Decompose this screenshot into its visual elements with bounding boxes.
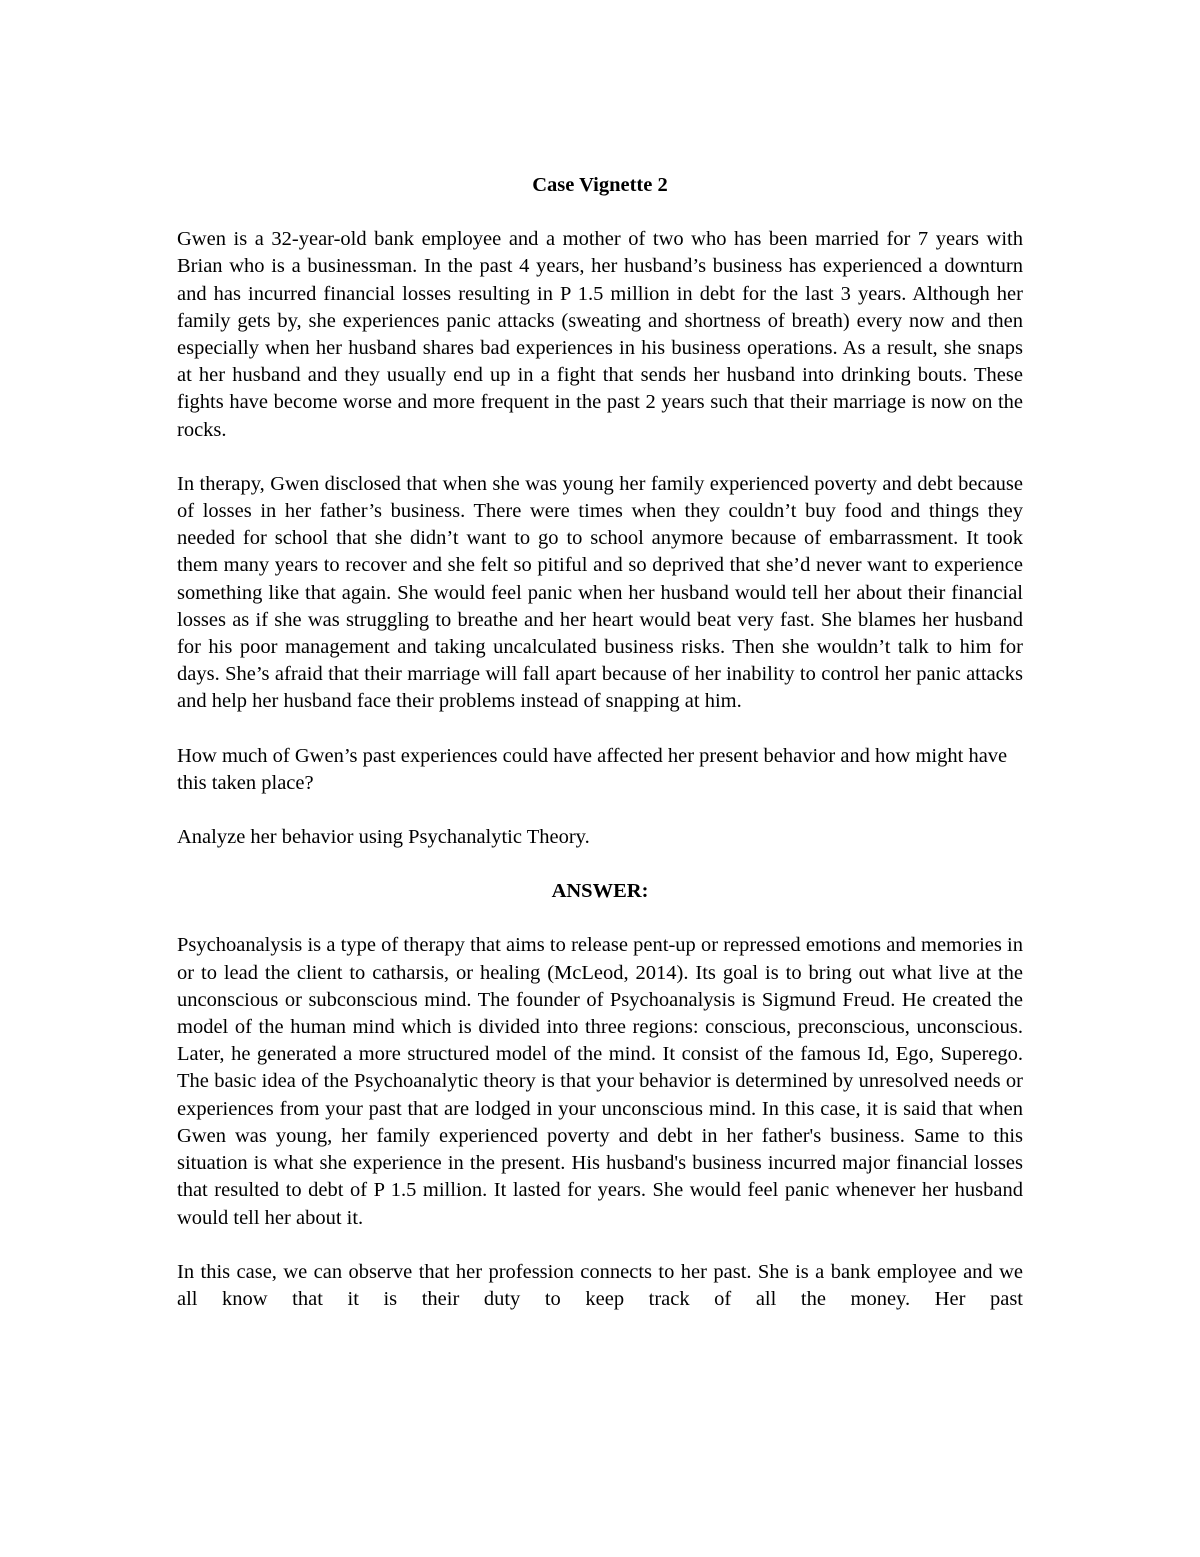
answer-paragraph-1: Psychoanalysis is a type of therapy that aims to release pent-up or repressed emotions and memories in or to lead the client to catharsis, or healing (McLeod, 2014). Its goal is to bring out what live at the unconscious or subconscious mind. The founder of Psychoanalysis is Sigmund Freud. He created the model of the human mind which is divided into three regions: conscious, preconscious, unconscious. Later, he generated a more structured model of the mind. It consist of the famous Id, Ego, Superego. The basic idea of the Psychoanalytic theory is that your behavior is determined by unresolved needs or experiences from your past that are lodged in your unconscious mind. In this case, it is said that when Gwen was young, her family experienced poverty and debt in her father's business. Same to this situation is what she experience in the present. His husband's business incurred major financial losses that resulted to debt of P 1.5 million. It lasted for years. She would feel panic whenever her husband would tell her about it. [177, 934, 1023, 1229]
document-title: Case Vignette 2 [532, 174, 668, 196]
answer-paragraph-2: In this case, we can observe that her profession connects to her past. She is a bank employee and we all know that it is their duty to keep track of all the money. Her past [177, 1260, 1023, 1310]
instruction-paragraph: Analyze her behavior using Psychanalytic Theory. [177, 826, 590, 849]
case-paragraph-1: Gwen is a 32-year-old bank employee and a mother of two who has been married for 7 years with Brian who is a businessman. In the past 4 years, her husband’s business has experienced a downturn and has incurred financial losses resulting in P 1.5 million in debt for the last 3 years. Although her family gets by, she experiences panic attacks (sweating and shortness of breath) every now and then especially when her husband shares bad experiences in his business operations. As a result, she snaps at her husband and they usually end up in a fight that sends her husband into drinking bouts. These fights have become worse and more frequent in the past 2 years such that their marriage is now on the rocks. [177, 228, 1023, 441]
case-paragraph-2: In therapy, Gwen disclosed that when she was young her family experienced poverty and debt because of losses in her father’s business. There were times when they couldn’t buy food and things they needed for school that she didn’t want to go to school anymore because of embarrassment. It took them many years to recover and she felt so pitiful and so deprived that she’d never want to experience something like that again. She would feel panic when her husband would tell her about their financial losses as if she was struggling to breathe and her heart would beat very fast. She blames her husband for his poor management and taking uncalculated business risks. Then she wouldn’t talk to him for days. She’s afraid that their marriage will fall apart because of her inability to control her panic attacks and help her husband face their problems instead of snapping at him. [177, 472, 1023, 713]
document-body [177, 172, 1023, 1313]
question-paragraph: How much of Gwen’s past experiences could have affected her present behavior and how might have this taken place? [177, 744, 1008, 794]
answer-heading: ANSWER: [551, 880, 649, 903]
